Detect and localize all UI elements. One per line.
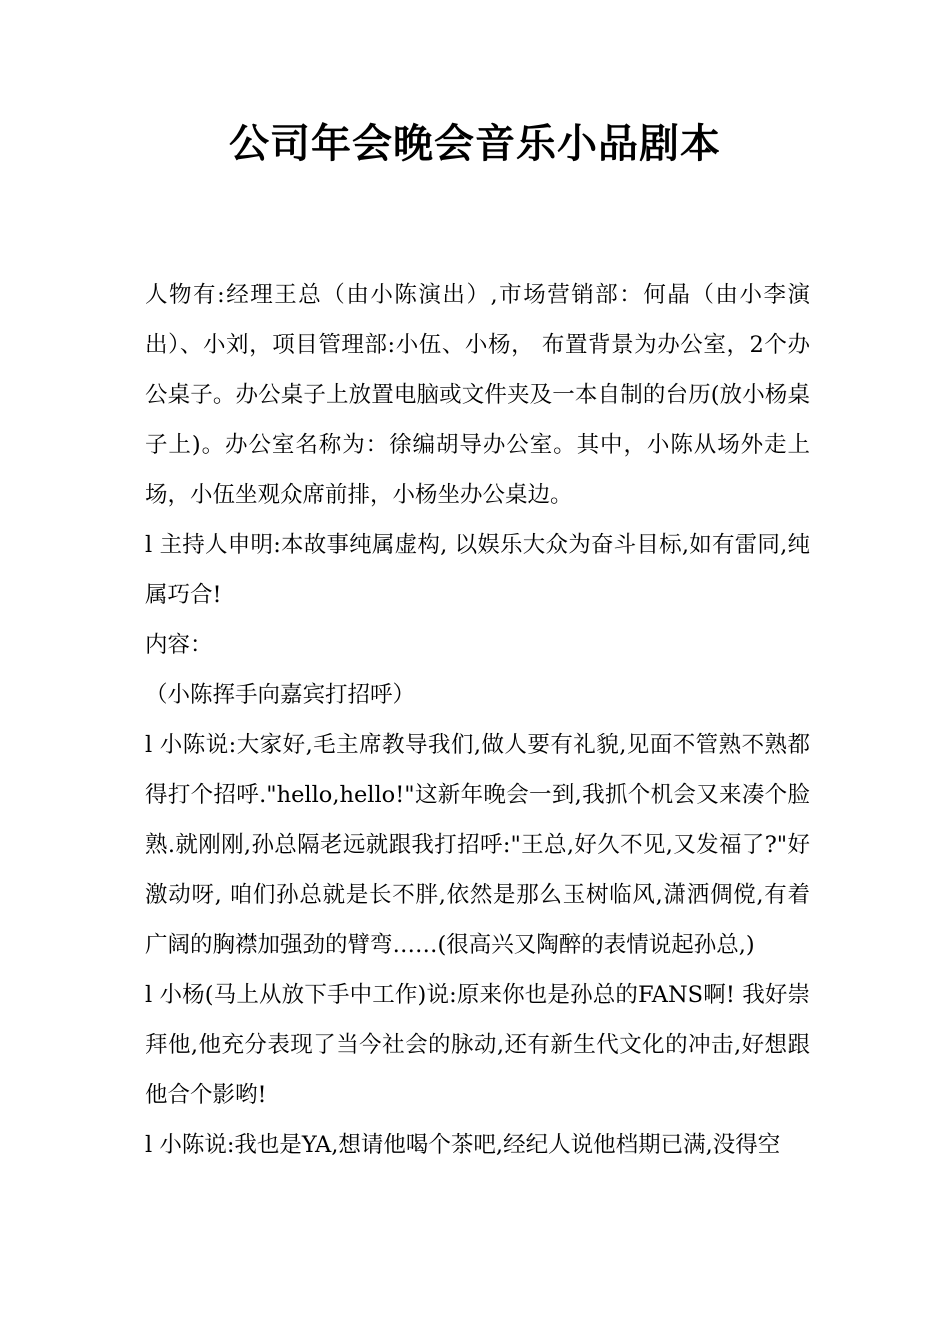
document-body	[145, 270, 810, 1170]
paragraph-xiaochen-line-2: l 小陈说:我也是YA,想请他喝个茶吧,经纪人说他档期已满,没得空	[145, 1132, 781, 1158]
paragraph-stage-direction: （小陈挥手向嘉宾打招呼）	[145, 682, 416, 708]
paragraph-host-statement: l 主持人申明:本故事纯属虚构, 以娱乐大众为奋斗目标,如有雷同,纯属巧合!	[145, 532, 810, 608]
document-title: 公司年会晚会音乐小品剧本	[229, 121, 721, 167]
paragraph-content-heading: 内容：	[145, 632, 213, 658]
paragraph-xiaoyang-line: l 小杨(马上从放下手中工作)说:原来你也是孙总的FANS啊! 我好崇拜他,他充分表现了当今社会的脉动,还有新生代文化的冲击,好想跟他合个影哟!	[145, 982, 810, 1108]
paragraph-characters: 人物有:经理王总（由小陈演出）,市场营销部：何晶（由小李演出）、小刘，项目管理部:小伍、小杨， 布置背景为办公室，2个办公桌子。办公桌子上放置电脑或文件夹及一本自制的台历(放小杨桌子上)。办公室名称为：徐编胡导办公室。其中，小陈从场外走上场，小伍坐观众席前排，小杨坐办公桌边。	[145, 282, 810, 508]
paragraph-xiaochen-line-1: l 小陈说:大家好,毛主席教导我们,做人要有礼貌,见面不管熟不熟都得打个招呼."hello,hello!"这新年晚会一到,我抓个机会又来凑个脸熟.就刚刚,孙总隔老远就跟我打招呼:"王总,好久不见,又发福了?"好激动呀, 咱们孙总就是长不胖,依然是那么玉树临风,潇洒倜傥,有着广阔的胸襟加强劲的臂弯……(很高兴又陶醉的表情说起孙总,)	[145, 732, 810, 958]
